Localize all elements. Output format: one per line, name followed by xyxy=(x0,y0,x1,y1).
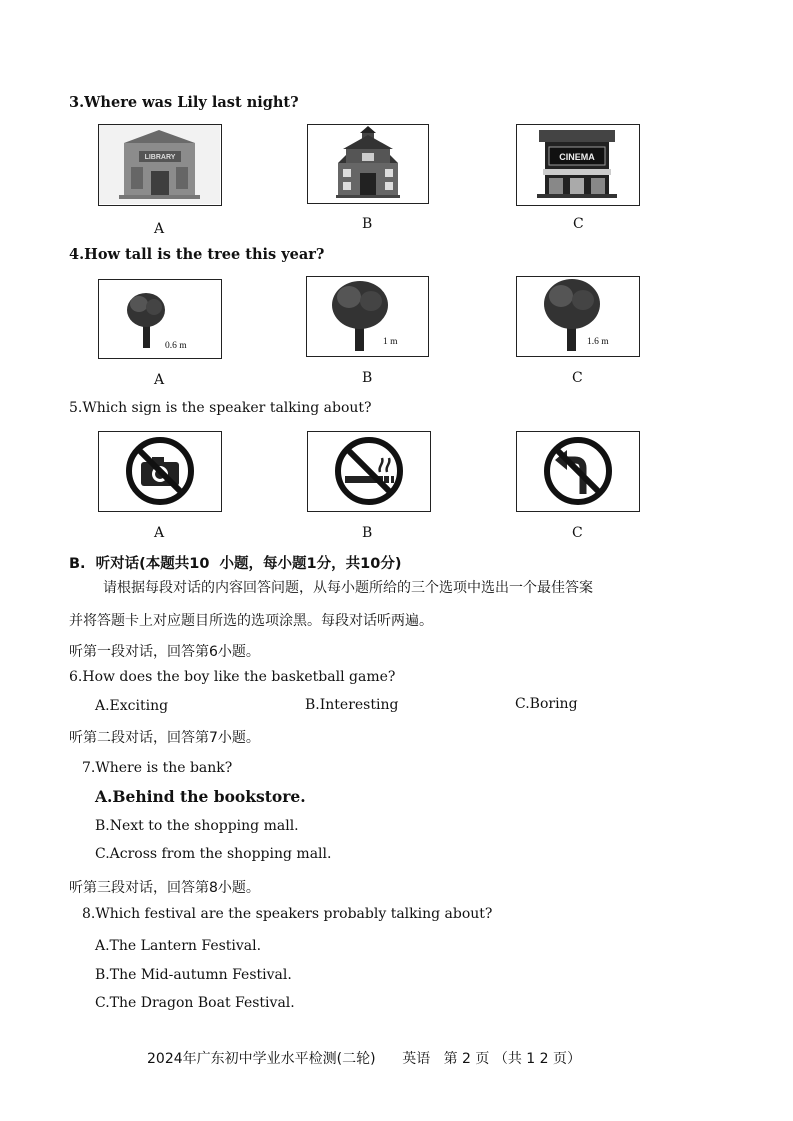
dialogue-1-intro: 听第一段对话，回答第6小题。 xyxy=(69,644,260,660)
question-4: 4.How tall is the tree this year? xyxy=(69,246,325,263)
q5-label-b: B xyxy=(362,525,373,541)
question-8: 8.Which festival are the speakers probably talking about? xyxy=(82,906,493,922)
q3-label-b: B xyxy=(362,216,373,232)
q6-option-a: A.Exciting xyxy=(95,698,169,714)
tree-height-c: 1.6 m xyxy=(587,337,609,347)
question-3: 3.Where was Lily last night? xyxy=(69,94,299,111)
no-left-turn-sign xyxy=(516,431,640,512)
section-b-instruction-2: 并将答题卡上对应题目所选的选项涂黑。每段对话听两遍。 xyxy=(69,613,433,629)
school-image xyxy=(307,124,429,204)
tree-image-a xyxy=(98,279,222,359)
q7-option-c: C.Across from the shopping mall. xyxy=(95,846,332,862)
q8-option-b: B.The Mid-autumn Festival. xyxy=(95,967,292,983)
library-sign-text: LIBRARY xyxy=(144,154,176,161)
tree-image-c xyxy=(516,276,640,357)
tree-image-b xyxy=(306,276,429,357)
cinema-sign-text: CINEMA xyxy=(559,152,595,162)
q8-option-a: A.The Lantern Festival. xyxy=(95,938,262,954)
question-7: 7.Where is the bank? xyxy=(82,760,233,776)
q3-label-c: C xyxy=(573,216,584,232)
no-smoking-sign xyxy=(307,431,431,512)
page-footer: 2024年广东初中学业水平检测(二轮) 英语 第 2 页 （共 1 2 页） xyxy=(147,1051,582,1067)
q7-option-a: A.Behind the bookstore. xyxy=(95,787,306,806)
no-camera-sign xyxy=(98,431,222,512)
q6-option-b: B.Interesting xyxy=(305,697,399,713)
q4-label-b: B xyxy=(362,370,373,386)
q5-label-a: A xyxy=(154,525,165,541)
dialogue-2-intro: 听第二段对话，回答第7小题。 xyxy=(69,730,260,746)
q8-option-c: C.The Dragon Boat Festival. xyxy=(95,995,295,1011)
question-5: 5.Which sign is the speaker talking about? xyxy=(69,400,372,416)
section-b-instruction-1: 请根据每段对话的内容回答问题，从每小题所给的三个选项中选出一个最佳答案 xyxy=(103,580,593,596)
q6-option-c: C.Boring xyxy=(515,696,578,712)
section-b-heading: B. 听对话(本题共10 小题，每小题1分，共10分) xyxy=(69,556,402,572)
q3-label-a: A xyxy=(154,221,165,237)
tree-height-b: 1 m xyxy=(383,337,398,347)
cinema-image xyxy=(516,124,640,206)
tree-height-a: 0.6 m xyxy=(165,341,187,351)
dialogue-3-intro: 听第三段对话，回答第8小题。 xyxy=(69,880,260,896)
q5-label-c: C xyxy=(572,525,583,541)
question-6: 6.How does the boy like the basketball game? xyxy=(69,669,396,685)
library-image xyxy=(98,124,222,206)
q7-option-b: B.Next to the shopping mall. xyxy=(95,818,299,834)
q4-label-c: C xyxy=(572,370,583,386)
q4-label-a: A xyxy=(154,372,165,388)
